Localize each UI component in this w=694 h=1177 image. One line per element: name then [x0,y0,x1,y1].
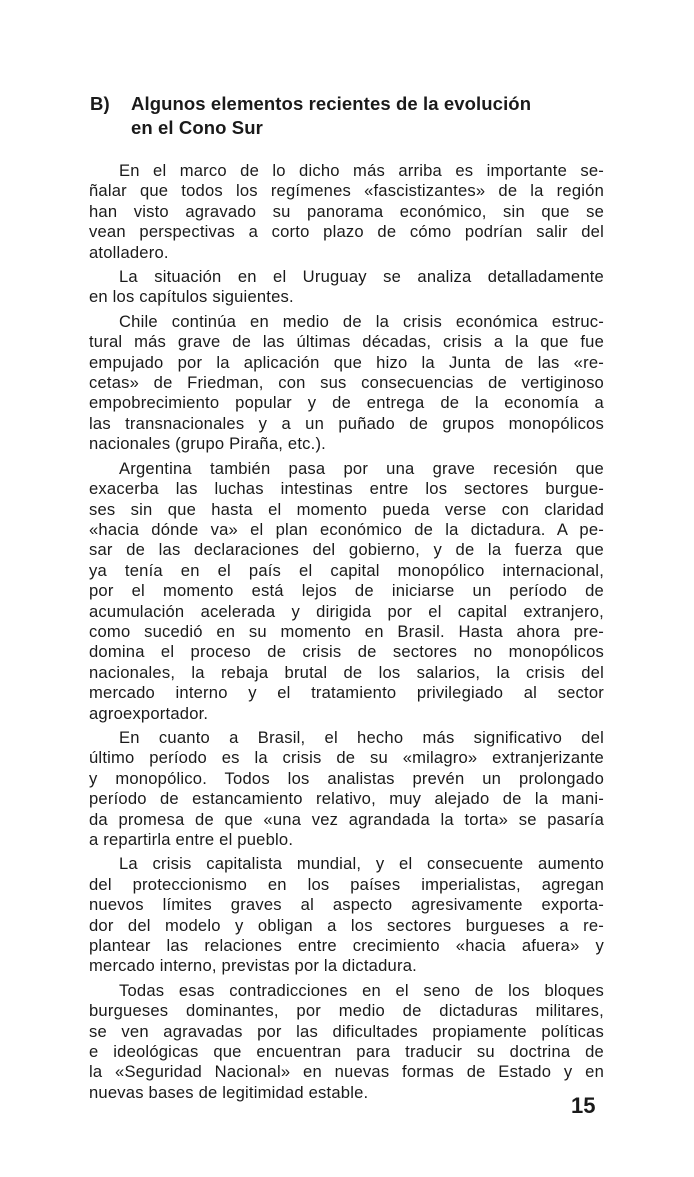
text-line: exacerba las luchas intestinas entre los sectores burgue- [89,479,604,499]
body-text [89,161,604,1107]
paragraph [89,161,604,263]
text-line: del proteccionismo en los países imperialistas, agregan [89,874,604,894]
text-line: La crisis capitalista mundial, y el consecuente aumento [119,854,604,874]
text-line: Argentina también pasa por una grave recesión que [119,458,604,478]
paragraph [89,854,604,976]
text-line: y monopólico. Todos los analistas prevén un prolongado [89,768,604,788]
text-line: En el marco de lo dicho más arriba es importante se- [119,161,604,180]
paragraph [89,267,604,308]
text-line: da promesa de que «una vez agrandada la torta» se pasaría [89,809,604,829]
text-line: a repartirla entre el pueblo. [89,830,294,849]
text-line: agroexportador. [89,703,209,723]
text-line: nuevas bases de legitimidad estable. [89,1082,369,1102]
text-line: tural más grave de las últimas décadas, crisis a la que fue [89,332,604,352]
text-line: nacionales (grupo Piraña, etc.). [89,434,326,454]
text-line: ses sin que hasta el momento pueda verse con claridad [89,499,604,519]
text-line: nuevos límites graves al aspecto agresivamente exporta- [89,895,604,915]
text-line: sar de las declaraciones del gobierno, y de la fuerza que [89,540,604,560]
text-line: plantear las relaciones entre crecimiento «hacia afuera» y [89,936,604,956]
text-line: las transnacionales y a un puñado de grupos monopólicos [89,413,604,433]
text-line: mercado interno, previstas por la dictadura. [89,956,417,976]
section-title-line: Algunos elementos recientes de la evolución [131,93,532,114]
page-number: 15 [571,1093,596,1118]
section-title-line: en el Cono Sur [131,117,263,138]
text-line: dor del modelo y obligan a los sectores burgueses a re- [89,915,604,935]
text-line: La situación en el Uruguay se analiza detalladamente [119,267,604,287]
section-heading [90,92,531,140]
text-line: la «Seguridad Nacional» en nuevas formas de Estado y en [89,1062,604,1082]
text-line: atolladero. [89,242,169,262]
text-line: como sucedió en su momento en Brasil. Hasta ahora pre- [89,621,604,641]
text-line: empujado por la aplicación que hizo la Junta de las «re- [89,352,604,372]
text-line: en los capítulos siguientes. [89,287,294,307]
paragraph [89,728,604,850]
text-line: acumulación acelerada y dirigida por el capital extranjero, [89,601,604,621]
text-line: último período es la crisis de su «milagro» extranjerizante [89,748,604,768]
text-line: Todas esas contradicciones en el seno de los bloques [119,980,604,1000]
text-line: se ven agravadas por las dificultades propiamente políticas [89,1021,604,1041]
text-line: vean perspectivas a corto plazo de cómo podrían salir del [89,222,604,242]
text-line: ñalar que todos los regímenes «fascistizantes» de la región [89,181,604,201]
text-line: En cuanto a Brasil, el hecho más significativo del [119,727,604,747]
text-line: han visto agravado su panorama económico, sin que se [89,201,604,221]
text-line: mercado interno y el tratamiento privilegiado al sector [89,683,604,703]
text-line: nacionales, la rebaja brutal de los salarios, la crisis del [89,662,604,682]
text-line: e ideológicas que encuentran para traducir su doctrina de [89,1042,604,1062]
text-line: empobrecimiento popular y de entrega de la economía a [89,393,604,413]
paragraph [89,981,604,1103]
text-line: por el momento está lejos de iniciarse un período de [89,581,604,601]
text-line: período de estancamiento relativo, muy alejado de la mani- [89,789,604,809]
text-line: cetas» de Friedman, con sus consecuencias de vertiginoso [89,373,604,393]
text-line: ya tenía en el país el capital monopólico internacional, [89,560,604,580]
text-line: «hacia dónde va» el plan económico de la dictadura. A pe- [89,519,604,539]
text-line: burgueses dominantes, por medio de dictaduras militares, [89,1001,604,1021]
section-label: B) [90,93,110,114]
text-line: Chile continúa en medio de la crisis económica estruc- [119,311,604,331]
paragraph [89,312,604,455]
paragraph [89,459,604,724]
text-line: domina el proceso de crisis de sectores no monopólicos [89,642,604,662]
